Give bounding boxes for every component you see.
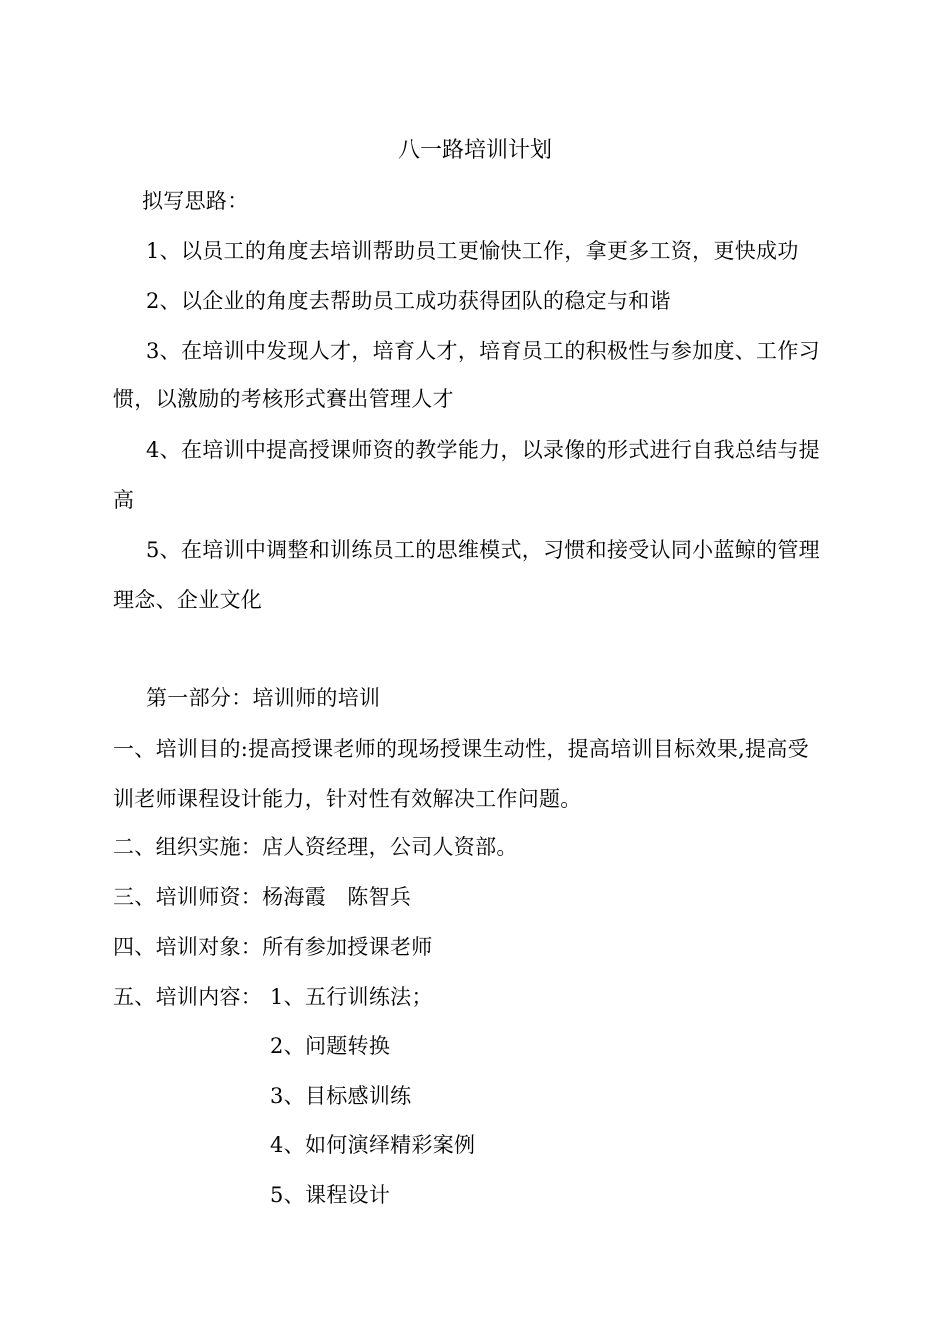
section-1-line-1: 一、培训目的:提高授课老师的现场授课生动性，提高培训目标效果,提高受 (113, 737, 809, 761)
section-5-label: 五、培训内容： (113, 985, 263, 1009)
content-item-1: 1、五行训练法； (270, 985, 433, 1009)
approach-item-5-line-1: 5、在培训中调整和训练员工的思维模式，习惯和接受认同小蓝鲸的管理 (146, 538, 820, 562)
approach-item-1: 1、以员工的角度去培训帮助员工更愉快工作，拿更多工资，更快成功 (146, 239, 799, 263)
content-item-3: 3、目标感训练 (270, 1084, 412, 1108)
content-item-4: 4、如何演绎精彩案例 (270, 1133, 476, 1157)
approach-item-4-line-2: 高 (113, 488, 135, 512)
content-item-5: 5、课程设计 (270, 1183, 391, 1207)
approach-heading: 拟写思路： (142, 189, 249, 213)
section-4: 四、培训对象：所有参加授课老师 (113, 935, 433, 959)
approach-item-3-line-2: 惯，以激励的考核形式賽出管理人才 (113, 387, 454, 411)
section-2: 二、组织实施：店人资经理，公司人资部。 (113, 835, 518, 859)
approach-item-2: 2、以企业的角度去帮助员工成功获得团队的稳定与和谐 (146, 289, 671, 313)
approach-item-5-line-2: 理念、企业文化 (113, 588, 263, 612)
approach-item-4-line-1: 4、在培训中提高授课师资的教学能力，以录像的形式进行自我总结与提 (146, 438, 820, 462)
document-title: 八一路培训计划 (397, 138, 552, 163)
section-1-line-2: 训老师课程设计能力，针对性有效解决工作问题。 (113, 787, 582, 811)
approach-item-3-line-1: 3、在培训中发现人才，培育人才，培育员工的积极性与参加度、工作习 (146, 339, 820, 363)
content-item-2: 2、问题转换 (270, 1034, 391, 1058)
section-3: 三、培训师资：杨海霞 陈智兵 (113, 885, 412, 909)
part1-heading: 第一部分：培训师的培训 (146, 686, 381, 710)
